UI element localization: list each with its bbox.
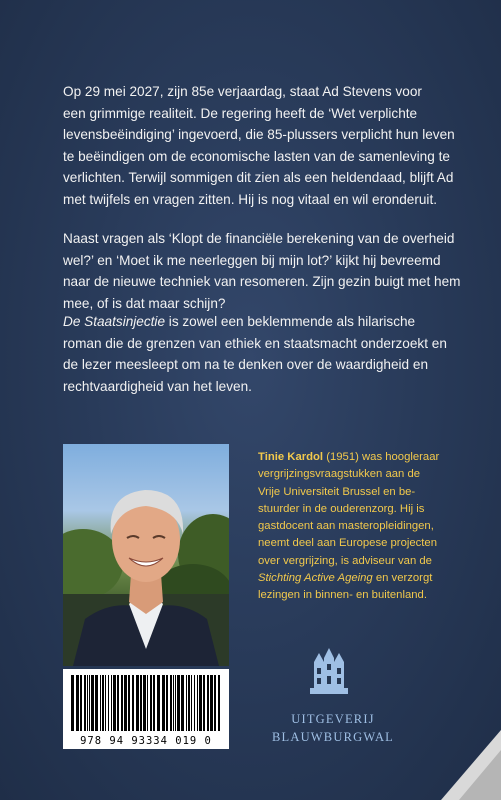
publisher-name-line-1: UITGEVERIJ (291, 712, 375, 726)
barcode-bar (100, 675, 101, 731)
barcode-bar (121, 675, 123, 731)
barcode-bar (117, 675, 119, 731)
blurb-line: rechtvaardigheid van het leven. (63, 378, 252, 394)
author-bio (258, 449, 448, 605)
bio-text: en verzorgt (372, 572, 433, 585)
bio-line: stuurder in de ouderenzorg. Hij is (258, 502, 425, 515)
barcode-bar (188, 675, 190, 731)
barcode-bar (177, 675, 180, 731)
corner-decoration (441, 710, 501, 800)
barcode-bar (186, 675, 187, 731)
barcode-bar (76, 675, 79, 731)
barcode-bar (210, 675, 213, 731)
blurb-line: met twijfels en vragen zitten. Hij is nog vitaal en wil eronderuit. (63, 191, 438, 207)
bio-text: (1951) was hoogleraar (323, 451, 440, 463)
organisation-name: Stichting Active Ageing (258, 572, 373, 585)
bio-line (258, 570, 448, 587)
blurb-paragraph-2 (63, 228, 461, 314)
barcode-bar (143, 675, 146, 731)
barcode-bar (181, 675, 184, 731)
bio-line: neemt deel aan Europese projecten (258, 537, 437, 550)
book-title-italic: De Staatsinjectie (63, 314, 166, 329)
barcode-bars (63, 669, 229, 735)
barcode-bar (153, 675, 155, 731)
barcode-bar (170, 675, 172, 731)
barcode-bar (140, 675, 142, 731)
barcode-bar (87, 675, 88, 731)
blurb-line: Op 29 mei 2027, zijn 85e verjaardag, staat Ad Stevens voor (63, 84, 422, 99)
blurb-line: een grimmige realiteit. De regering heeft de ‘Wet verplichte (63, 105, 418, 121)
blurb-line: verlichten. Terwijl sommigen dit zien als een heldendaad, blijft Ad (63, 170, 454, 185)
barcode-bar (150, 675, 152, 731)
barcode-bar (91, 675, 94, 731)
blurb-paragraph-1 (63, 81, 453, 210)
blurb-line: levensbeëindiging’ ingevoerd, die 85-plussers verplicht hun leven (63, 127, 455, 142)
blurb-line: de lezer meesleept om na te denken over de waardigheid en (63, 357, 429, 372)
blurb-text: is zowel een beklemmende als hilarische (165, 314, 416, 329)
blurb-line: Naast vragen als ‘Klopt de financiële berekening van de overheid (63, 231, 455, 246)
blurb-line: mee, of is dat maar schijn? (63, 295, 226, 311)
barcode-bar (175, 675, 176, 731)
barcode-bar (124, 675, 127, 731)
barcode-bar (203, 675, 205, 731)
barcode-bar (89, 675, 90, 731)
publisher-logo-icon (310, 648, 348, 694)
barcode-bar (194, 675, 195, 731)
bio-line: vergrijzingsvraagstukken aan de (258, 468, 421, 481)
barcode-bar (147, 675, 148, 731)
blurb-line: roman die de grenzen van ethiek en staatsmacht onderzoekt en (63, 335, 447, 351)
barcode-bar (111, 675, 112, 731)
blurb-line: naar de nieuwe techniek van resomeren. Zijn gezin buigt met hem (63, 274, 461, 289)
barcode-bar (71, 675, 74, 731)
barcode-bar (108, 675, 109, 731)
barcode-bar (218, 675, 220, 731)
isbn-number: 978 94 93334 019 0 (80, 735, 212, 747)
barcode-bar (162, 675, 165, 731)
barcode-bar (84, 675, 86, 731)
blurb-line: wel?’ en ‘Moet ik me neerleggen bij mijn lot?’ kijkt hij bevreemd (63, 252, 441, 268)
barcode-bar (95, 675, 98, 731)
barcode-bar (132, 675, 134, 731)
bio-line: gastdocent aan masteropleidingen, (258, 520, 434, 533)
barcode-bar (80, 675, 82, 731)
publisher-name-line-2: BLAUWBURGWAL (271, 730, 395, 744)
author-photo (63, 444, 229, 666)
barcode-bar (214, 675, 216, 731)
barcode-bar (197, 675, 198, 731)
bio-line (258, 449, 448, 466)
barcode-bar (207, 675, 209, 731)
bio-line: lezingen in binnen- en buitenland. (258, 589, 427, 602)
blurb-line: te beëindigen om de economische lasten van de samenleving te (63, 148, 450, 164)
barcode-bar (113, 675, 116, 731)
bio-line: Vrije Universiteit Brussel en be- (258, 485, 416, 498)
barcode-bar (199, 675, 202, 731)
blurb-paragraph-3 (63, 311, 453, 397)
author-name: Tinie Kardol (258, 451, 324, 463)
author-portrait-illustration (63, 444, 229, 666)
barcode-bar (173, 675, 174, 731)
isbn-barcode (63, 669, 229, 749)
barcode-bar (166, 675, 168, 731)
barcode-bar (128, 675, 130, 731)
blurb-line (63, 311, 453, 333)
barcode-bar (102, 675, 104, 731)
bio-line: over vergrijzing, is adviseur van de (258, 554, 432, 567)
barcode-bar (105, 675, 106, 731)
barcode-bar (157, 675, 160, 731)
barcode-bar (136, 675, 139, 731)
barcode-bar (191, 675, 192, 731)
